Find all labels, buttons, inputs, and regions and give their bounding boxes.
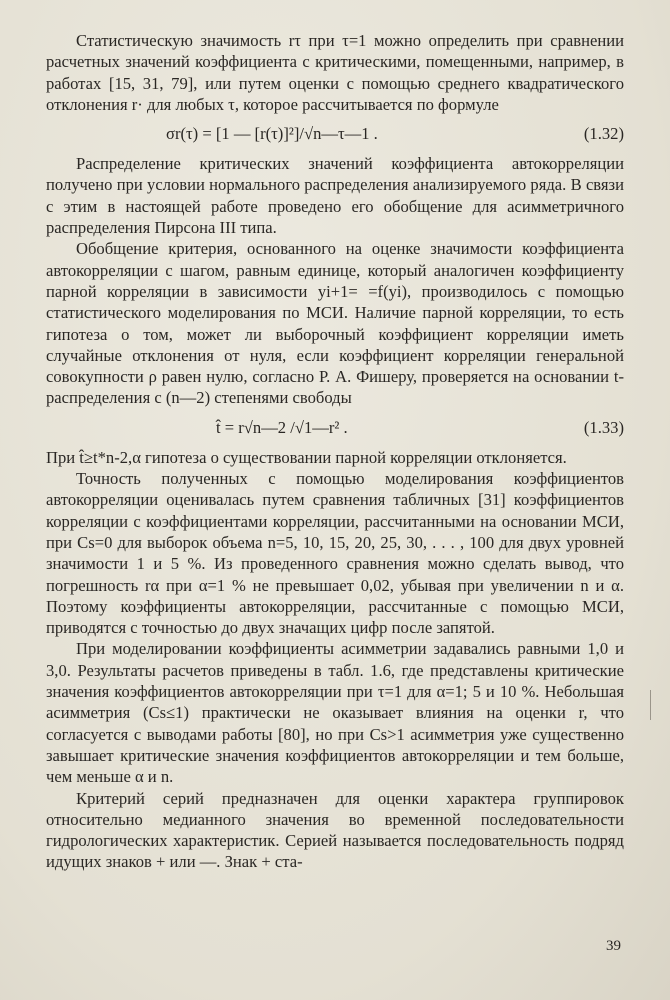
margin-mark [650, 690, 651, 720]
paragraph-6: При моделировании коэффициенты асимметрии задавались равными 1,0 и 3,0. Результаты расчетов приведены в табл. 1.6, где представлены критические значения коэффициентов автокорреляции при τ=1 для α=1; 5 и 10 %. Небольшая асимметрия (Cs≤1) практически не оказывает влияния на оценки r, что согласуется с выводами работы [80], но при Cs>1 асимметрия уже существенно завышает критические значения коэффициентов автокорреляции и тем больше, чем меньше α и n. [46, 639, 624, 787]
formula-expression: t̂ = r√n—2 /√1—r² . [216, 417, 348, 437]
formula-number: (1.33) [583, 417, 624, 437]
paragraph-4: При t̂≥t*n-2,α гипотеза о существовании парной корреляции отклоняется. [46, 447, 567, 467]
paragraph-3: Обобщение критерия, основанного на оценке значимости коэффициента автокорреляции с шагом, равным единице, который аналогичен коэффициенту парной корреляции в зависимости yi+1= =f(yi), производилось с помощью статистического моделирования по МСИ. Наличие парной корреляции, то есть гипотеза о том, может ли выборочный коэффициент корреляции иметь случайные отклонения от нуля, если коэффициент корреляции генеральной совокупности ρ равен нулю, согласно Р. А. Фишеру, проверяется на основании t-распределения с (n—2) степенями свободы [46, 239, 624, 408]
paragraph-7: Критерий серий предназначен для оценки характера группировок относительно медианного значения во временной последовательности гидрологических характеристик. Серией называется последовательность подряд идущих знаков + или —. Знак + ста- [46, 788, 624, 872]
paragraph-2: Распределение критических значений коэффициента автокорреляции получено при условии нормального распределения анализируемого ряда. В связи с этим в настоящей работе проведено его обобщение для асимметричного распределения Пирсона III типа. [46, 154, 624, 238]
formula-number: (1.32) [583, 124, 624, 144]
paragraph-5: Точность полученных с помощью моделирования коэффициентов автокорреляции оценивалась путем сравнения табличных [31] коэффициентов корреляции с коэффициентами корреляции, рассчитанными на основании МСИ, при Cs=0 для выборок объема n=5, 10, 15, 20, 25, 30, . . . , 100 для двух уровней значимости 1 и 5 %. Из проведенного сравнения можно сделать вывод, что погрешность rα при α=1 % не превышает 0,02, убывая при увеличении n и α. Поэтому коэффициенты автокорреляции, рассчитанные с помощью МСИ, приводятся с точностью до двух значащих цифр после запятой. [46, 469, 624, 638]
page-body [46, 30, 624, 873]
paragraph-1: Статистическую значимость rτ при τ=1 можно определить при сравнении расчетных значений коэффициента с критическими, помещенными, например, в работах [15, 31, 79], или путем оценки с помощью среднего квадратического отклонения r· для любых τ, которое рассчитывается по формуле [46, 31, 624, 114]
page-number: 39 [606, 938, 621, 954]
formula-1-33 [46, 415, 624, 439]
formula-1-32 [46, 121, 624, 145]
formula-expression: σr(τ) = [1 — [r(τ)]²]/√n—τ—1 . [166, 124, 378, 144]
